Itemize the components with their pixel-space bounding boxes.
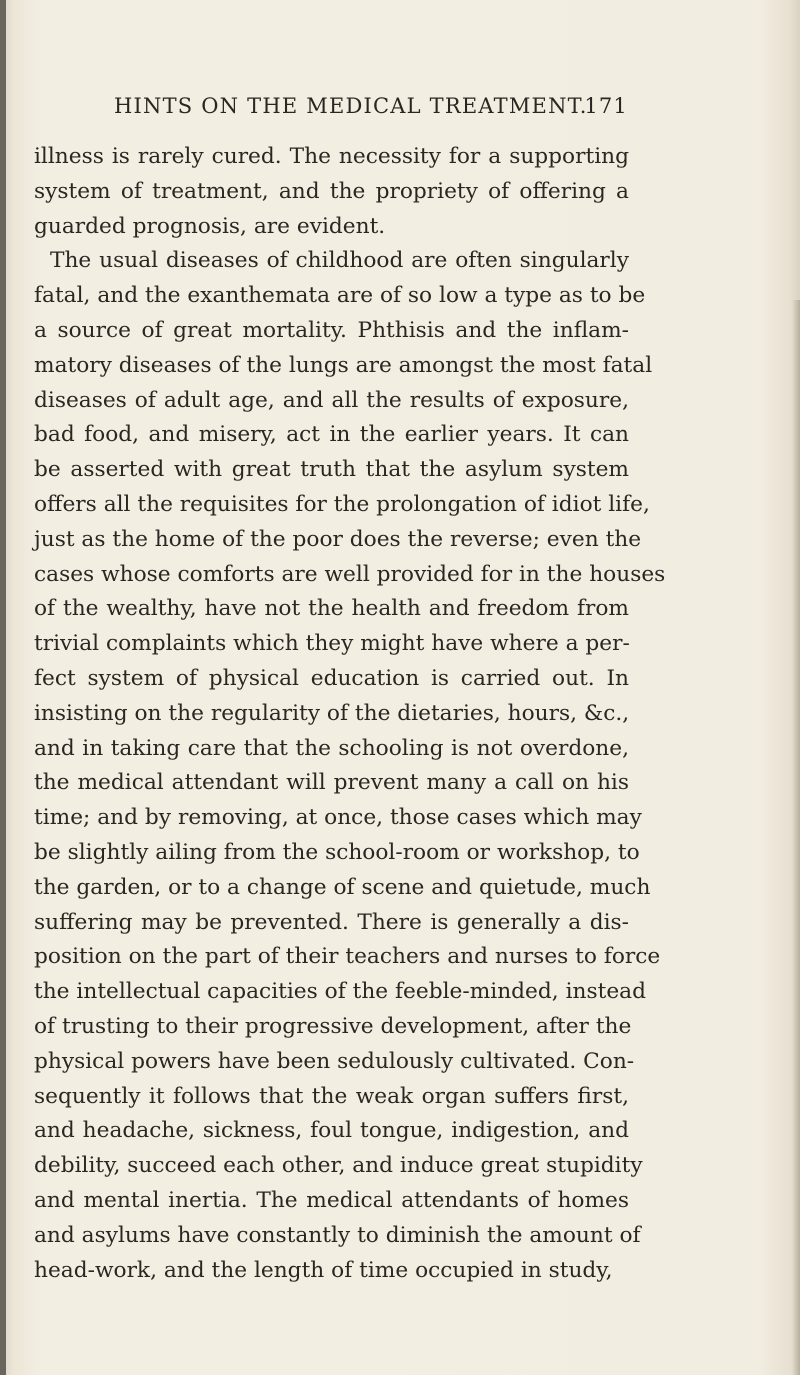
- page-number: 171: [584, 94, 628, 118]
- text-line: The usual diseases of childhood are often singularly: [50, 248, 629, 274]
- text-line: debility, succeed each other, and induce great stupidity: [34, 1153, 643, 1179]
- text-line: suffering may be prevented. There is generally a dis-: [34, 909, 629, 935]
- text-line: guarded prognosis, are evident.: [34, 213, 386, 239]
- text-line: of trusting to their progressive development, after the: [34, 1013, 632, 1039]
- text-line: offers all the requisites for the prolongation of idiot life,: [34, 491, 650, 517]
- text-line: position on the part of their teachers and nurses to force: [34, 944, 661, 970]
- text-line: and in taking care that the schooling is not overdone,: [34, 735, 629, 761]
- text-line: sequently it follows that the weak organ suffers first,: [34, 1083, 629, 1109]
- page-edge-shadow: [792, 300, 800, 1375]
- text-line: cases whose comforts are well provided for in the houses: [34, 561, 666, 587]
- running-title: HINTS ON THE MEDICAL TREATMENT.: [114, 94, 588, 118]
- text-line: bad food, and misery, act in the earlier years. It can: [34, 422, 629, 448]
- text-line: and asylums have constantly to diminish the amount of: [34, 1222, 641, 1248]
- text-line: be slightly ailing from the school-room or workshop, to: [34, 839, 640, 865]
- text-line: fatal, and the exanthemata are of so low a type as to be: [34, 283, 646, 309]
- text-line: the intellectual capacities of the feeble-minded, instead: [34, 979, 646, 1005]
- text-line: insisting on the regularity of the dietaries, hours, &c.,: [34, 700, 630, 726]
- text-line: diseases of adult age, and all the results of exposure,: [34, 387, 629, 413]
- text-line: just as the home of the poor does the reverse; even the: [34, 526, 642, 552]
- running-head: [114, 94, 628, 128]
- text-line: fect system of physical education is carried out. In: [34, 665, 629, 691]
- text-line: time; and by removing, at once, those cases which may: [34, 805, 642, 831]
- text-line: the medical attendant will prevent many a call on his: [34, 770, 629, 796]
- text-line: of the wealthy, have not the health and freedom from: [34, 596, 629, 622]
- text-line: head-work, and the length of time occupied in study,: [34, 1257, 613, 1283]
- text-line: physical powers have been sedulously cultivated. Con-: [34, 1048, 635, 1074]
- text-line: trivial complaints which they might have where a per-: [34, 631, 630, 657]
- book-spine-shadow: [0, 0, 6, 1375]
- body-text: [34, 140, 666, 1288]
- text-line: and mental inertia. The medical attendants of homes: [34, 1187, 629, 1213]
- text-line: illness is rarely cured. The necessity for a supporting: [34, 144, 629, 169]
- text-line: be asserted with great truth that the asylum system: [34, 457, 629, 483]
- text-line: system of treatment, and the propriety of offering a: [34, 178, 629, 204]
- text-line: the garden, or to a change of scene and quietude, much: [34, 874, 651, 900]
- text-line: a source of great mortality. Phthisis and the inflam-: [34, 317, 629, 343]
- text-line: and headache, sickness, foul tongue, indigestion, and: [34, 1118, 629, 1144]
- text-line: matory diseases of the lungs are amongst the most fatal: [34, 352, 653, 378]
